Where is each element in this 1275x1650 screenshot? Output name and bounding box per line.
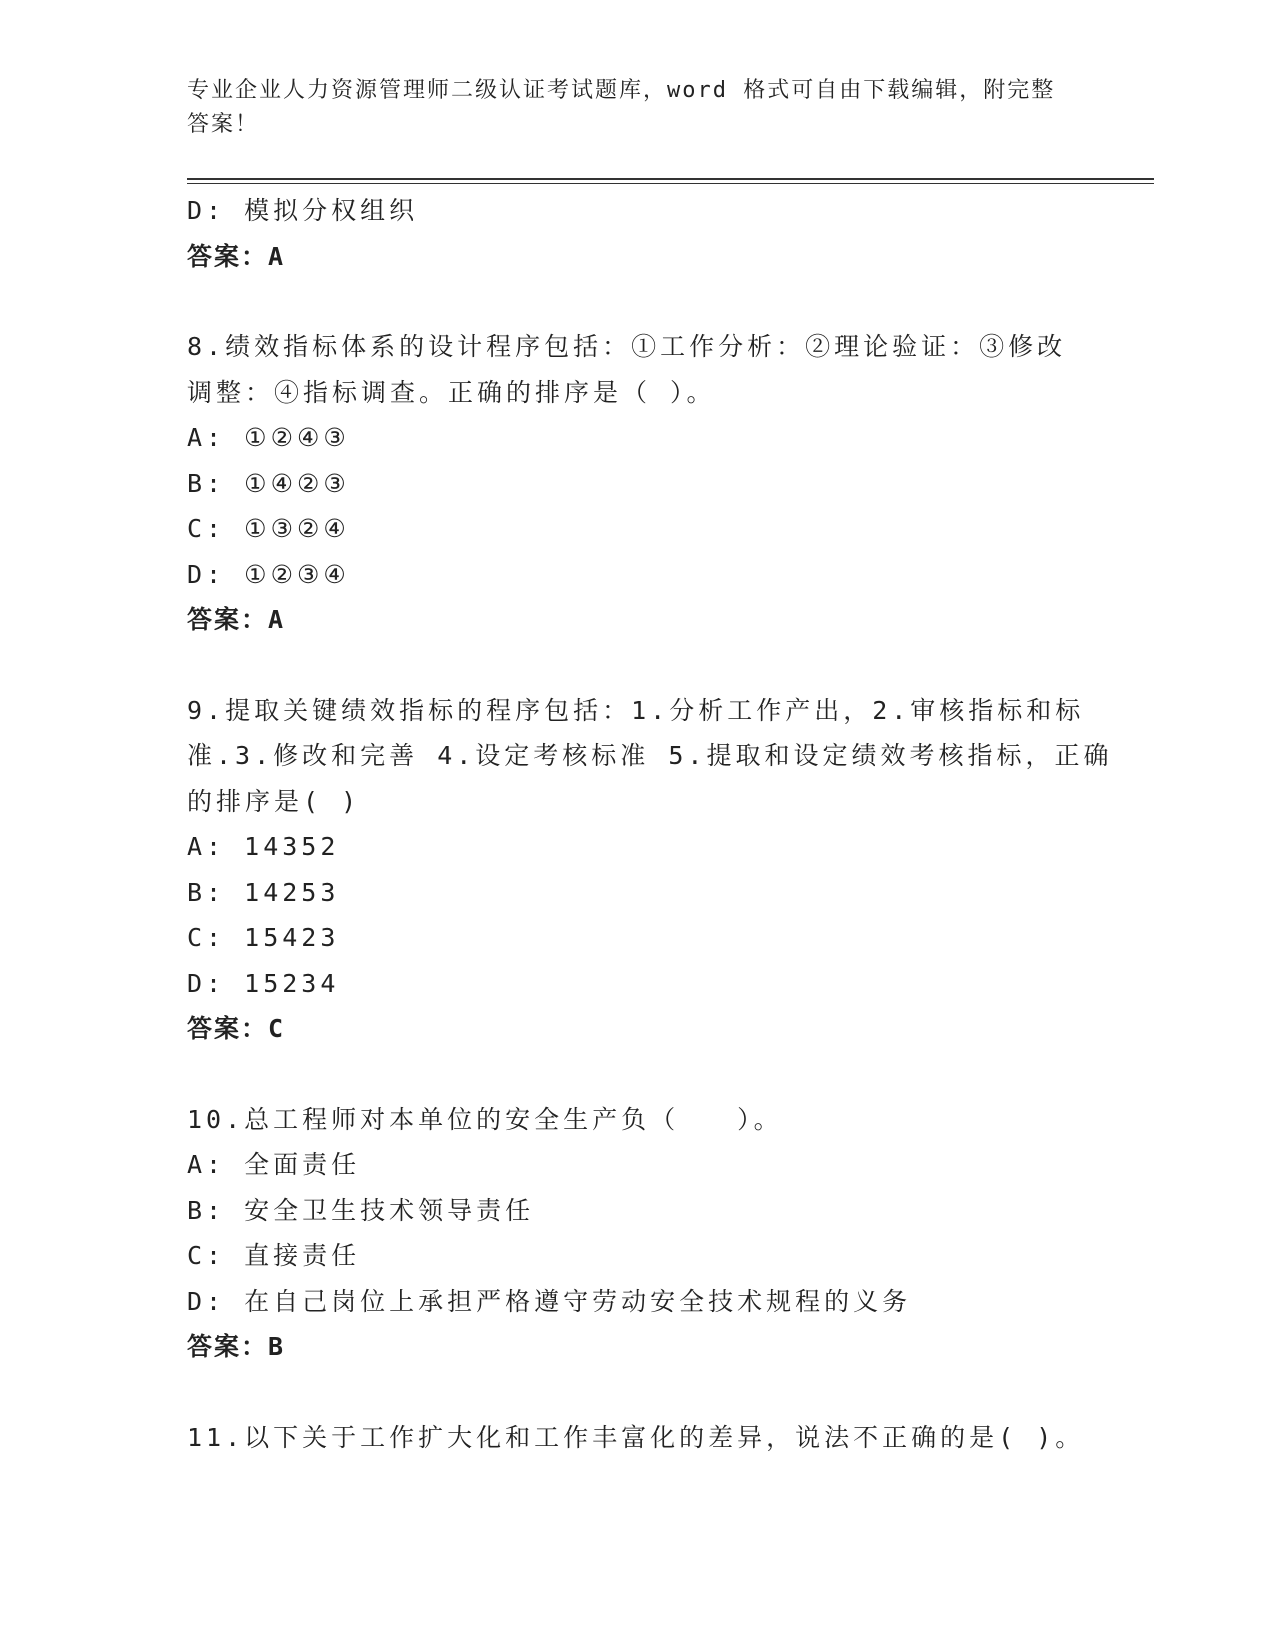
question-stem-line: 11.以下关于工作扩大化和工作丰富化的差异，说法不正确的是( )。 xyxy=(187,1422,1085,1452)
option-b: B: 安全卫生技术领导责任 xyxy=(187,1195,535,1225)
option-d: D: ①②③④ xyxy=(187,559,350,589)
question-9 xyxy=(187,688,1113,1052)
option-c: C: 15423 xyxy=(187,923,340,952)
option-d: D: 在自己岗位上承担严格遵守劳动安全技术规程的义务 xyxy=(187,1286,912,1316)
question-stem-line: 10.总工程师对本单位的安全生产负（ ）。 xyxy=(187,1104,783,1134)
option-a: A: 14352 xyxy=(187,832,340,861)
header-divider-thick xyxy=(187,178,1154,180)
header-line-2: 答案！ xyxy=(187,112,260,137)
answer-label: 答案：A xyxy=(187,605,286,634)
option-c: C: ①③②④ xyxy=(187,514,350,543)
header-divider-thin xyxy=(187,183,1154,184)
option-d: D: 模拟分权组织 xyxy=(187,196,419,225)
question-10 xyxy=(187,1097,1087,1370)
answer-label: 答案：A xyxy=(187,241,286,271)
option-d: D: 15234 xyxy=(187,968,340,998)
option-a: A: 全面责任 xyxy=(187,1150,361,1179)
header-line-1: 专业企业人力资源管理师二级认证考试题库，word 格式可自由下载编辑，附完整 xyxy=(187,78,1056,103)
question-8 xyxy=(187,324,1087,643)
question-11 xyxy=(187,1415,1087,1461)
document-header xyxy=(187,74,1067,142)
question-list xyxy=(187,188,1113,1460)
option-c: C: 直接责任 xyxy=(187,1241,361,1270)
answer-label: 答案：B xyxy=(187,1332,286,1361)
option-a: A: ①②④③ xyxy=(187,423,350,452)
option-b: B: 14253 xyxy=(187,877,340,907)
option-b: B: ①④②③ xyxy=(187,468,350,498)
question-stem-line: 准.3.修改和完善 4.设定考核标准 5.提取和设定绩效考核指标，正确 xyxy=(187,741,1113,770)
answer-label: 答案：C xyxy=(187,1014,286,1043)
question-stem-line: 9.提取关键绩效指标的程序包括：1.分析工作产出，2.审核指标和标 xyxy=(187,695,1085,725)
question-stem-line: 8.绩效指标体系的设计程序包括：①工作分析：②理论验证：③修改 xyxy=(187,332,1067,361)
question-stem-line: 的排序是( ) xyxy=(187,786,361,816)
question-stem-line: 调整：④指标调查。正确的排序是（ ）。 xyxy=(187,377,716,407)
previous-question-tail xyxy=(187,188,1087,279)
